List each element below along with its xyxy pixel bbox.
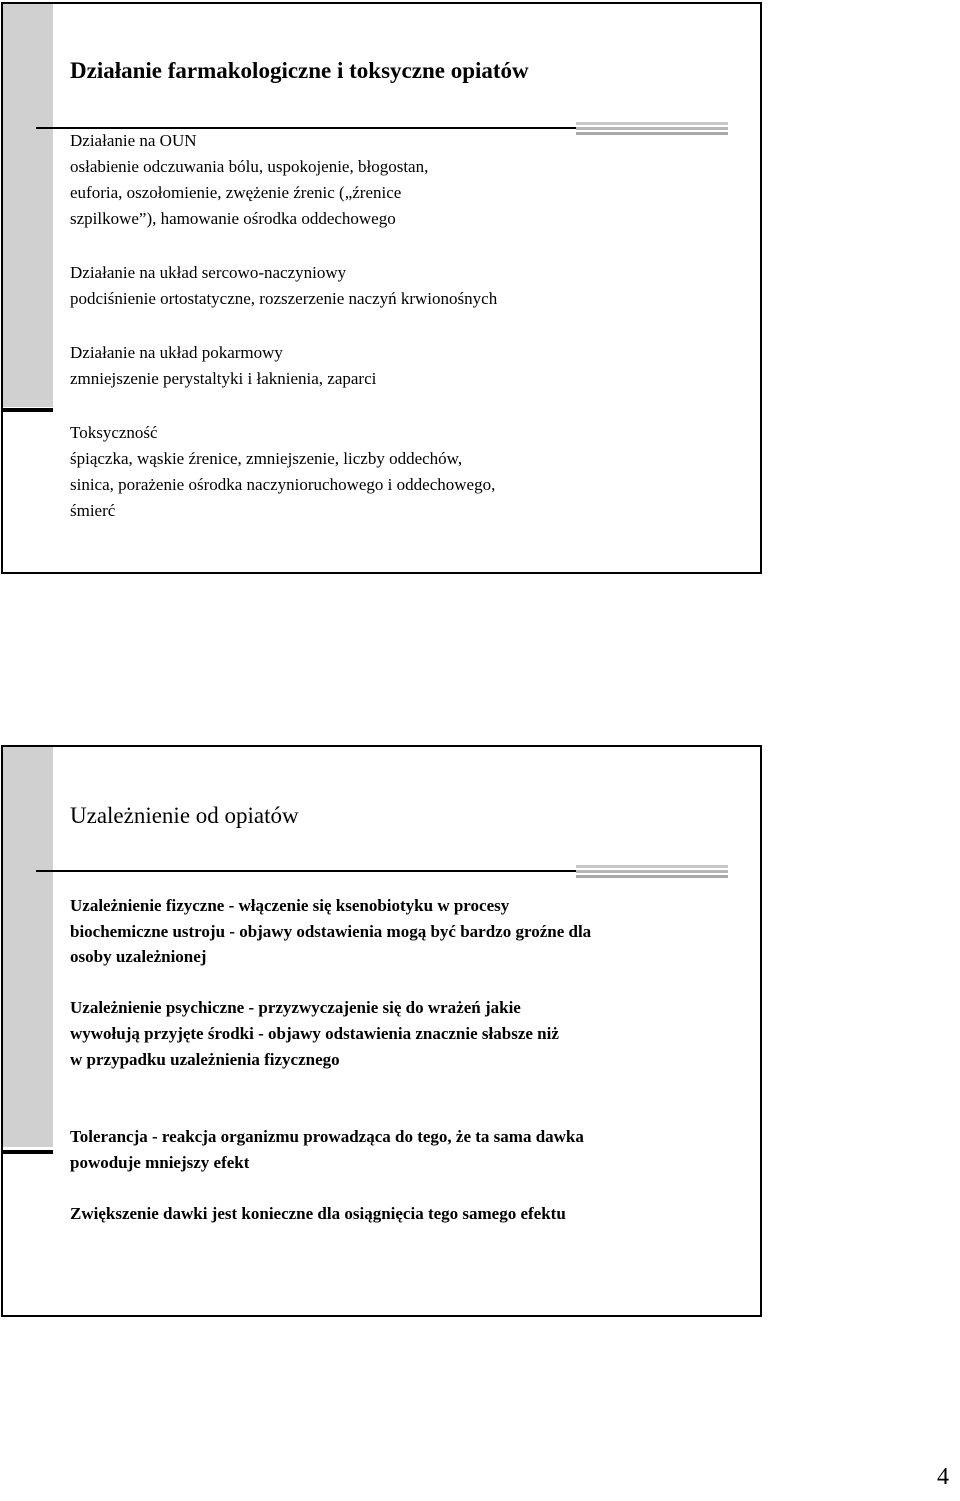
block-line: zmniejszenie perystaltyki i łaknienia, zaparci bbox=[70, 369, 377, 388]
paragraph-line: osoby uzależnionej bbox=[70, 947, 207, 967]
block-heading: Działanie na OUN bbox=[70, 131, 197, 150]
paragraph-line: Uzależnienie fizyczne - włączenie się ksenobiotyku w procesy bbox=[70, 896, 510, 915]
content-block bbox=[70, 128, 750, 232]
paragraph-line: Zwiększenie dawki jest konieczne dla osiągnięcia tego samego efektu bbox=[70, 1203, 566, 1223]
content-paragraph bbox=[70, 1124, 750, 1175]
block-heading: Działanie na układ pokarmowy bbox=[70, 343, 283, 362]
content-paragraph bbox=[70, 1201, 750, 1227]
content-block bbox=[70, 420, 750, 524]
block-line: śmierć bbox=[70, 501, 116, 520]
title-underline bbox=[36, 870, 576, 872]
paragraph-line: powoduje mniejszy efekt bbox=[70, 1152, 250, 1172]
paragraph-line: Tolerancja - reakcja organizmu prowadząca do tego, że ta sama dawka bbox=[70, 1127, 584, 1147]
block-line: osłabienie odczuwania bólu, uspokojenie, błogostan, bbox=[70, 157, 429, 176]
block-heading: Działanie na układ sercowo-naczyniowy bbox=[70, 263, 347, 282]
content-paragraph bbox=[70, 995, 750, 1072]
block-line: euforia, oszołomienie, zwężenie źrenic („źrenice bbox=[70, 183, 402, 202]
slide-side-bar-marker bbox=[3, 408, 53, 412]
slide-title: Działanie farmakologiczne i toksyczne opiatów bbox=[70, 58, 529, 83]
paragraph-line: wywołują przyjęte środki - objawy odstawienia znacznie słabsze niż bbox=[70, 1023, 559, 1043]
block-heading: Toksyczność bbox=[70, 423, 158, 442]
page-number: 4 bbox=[937, 1464, 949, 1490]
content-block bbox=[70, 260, 750, 312]
block-line: szpilkowe”), hamowanie ośrodka oddechowego bbox=[70, 209, 396, 228]
content-block bbox=[70, 340, 750, 392]
slide-content bbox=[70, 128, 750, 524]
paragraph-line: biochemiczne ustroju - objawy odstawienia mogą być bardzo groźne dla bbox=[70, 921, 592, 941]
slide-side-bar-marker bbox=[3, 1150, 53, 1154]
paragraph-line: Uzależnienie psychiczne - przyzwyczajenie się do wrażeń jakie bbox=[70, 998, 521, 1018]
content-paragraph bbox=[70, 893, 750, 970]
title-underline-stripes bbox=[576, 865, 728, 879]
slide-content bbox=[70, 893, 750, 1226]
slide-title: Uzależnienie od opiatów bbox=[70, 803, 299, 828]
slide-side-bar bbox=[3, 4, 53, 407]
paragraph-line: w przypadku uzależnienia fizycznego bbox=[70, 1049, 340, 1069]
block-line: śpiączka, wąskie źrenice, zmniejszenie, liczby oddechów, bbox=[70, 449, 463, 468]
slide-2 bbox=[1, 745, 762, 1317]
slide-1 bbox=[1, 2, 762, 574]
block-line: podciśnienie ortostatyczne, rozszerzenie naczyń krwionośnych bbox=[70, 289, 498, 308]
slide-side-bar bbox=[3, 747, 53, 1147]
block-line: sinica, porażenie ośrodka naczynioruchowego i oddechowego, bbox=[70, 475, 496, 494]
